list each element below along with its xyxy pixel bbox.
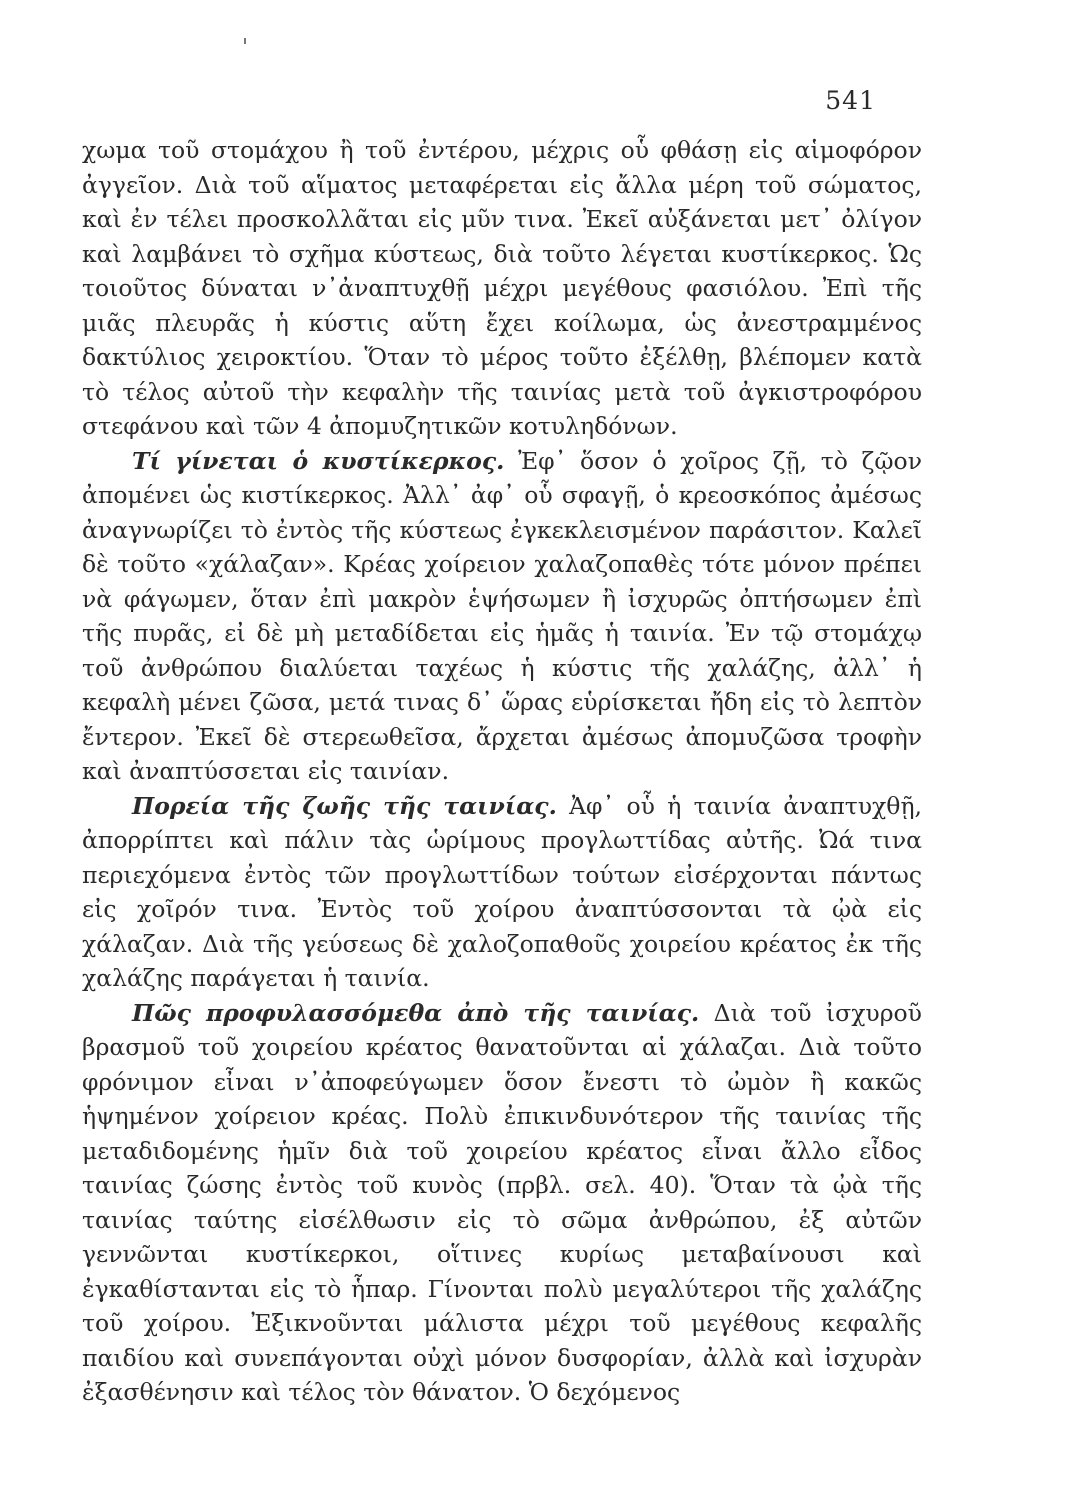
paragraph-2 bbox=[82, 444, 922, 789]
paragraph-2-text: Ἐφ᾽ ὅσον ὁ χοῖρος ζῇ, τὸ ζῷον ἀπομένει ὡς κιστίκερκος. Ἀλλ᾽ ἀφ᾽ οὗ σφαγῇ, ὁ κρεοσκόπος ἀμέσως ἀναγνωρίζει τὸ ἐντὸς τῆς κύστεως ἐγκεκλεισμένον παράσιτον. Καλεῖ δὲ τοῦτο «χάλαζαν». Κρέας χοίρειον χαλαζοπαθὲς τότε μόνον πρέπει νὰ φάγωμεν, ὅταν ἐπὶ μακρὸν ἑψήσωμεν ἢ ἰσχυρῶς ὀπτήσωμεν ἐπὶ τῆς πυρᾶς, εἰ δὲ μὴ μεταδίδεται εἰς ἡμᾶς ἡ ταινία. Ἐν τῷ στομάχῳ τοῦ ἀνθρώπου διαλύεται ταχέως ἡ κύστις τῆς χαλάζης, ἀλλ᾽ ἡ κεφαλὴ μένει ζῶσα, μετά τινας δ᾽ ὥρας εὑρίσκεται ἤδη εἰς τὸ λεπτὸν ἔντερον. Ἐκεῖ δὲ στερεωθεῖσα, ἄρχεται ἀμέσως ἀπομυζῶσα τροφὴν καὶ ἀναπτύσσεται εἰς ταινίαν. bbox=[82, 446, 922, 785]
paragraph-4 bbox=[82, 996, 922, 1410]
section-heading-prophylaxis: Πῶς προφυλασσόμεθα ἀπὸ τῆς ταινίας. bbox=[132, 998, 700, 1027]
text-column bbox=[82, 133, 922, 1410]
paragraph-3 bbox=[82, 789, 922, 996]
section-heading-kystikerkos: Τί γίνεται ὁ κυστίκερκος. bbox=[132, 446, 505, 475]
page-number: 541 bbox=[825, 86, 876, 115]
paragraph-1 bbox=[82, 133, 922, 444]
paragraph-4-text: Διὰ τοῦ ἰσχυροῦ βρασμοῦ τοῦ χοιρείου κρέατος θανατοῦνται αἱ χάλαζαι. Διὰ τοῦτο φρόνιμον εἶναι ν᾽ἀποφεύγωμεν ὅσον ἔνεστι τὸ ὠμὸν ἢ κακῶς ἡψημένον χοίρειον κρέας. Πολὺ ἐπικινδυνότερον τῆς ταινίας τῆς μεταδιδομένης ἡμῖν διὰ τοῦ χοιρείου κρέατος εἶναι ἄλλο εἶδος ταινίας ζώσης ἐντὸς τοῦ κυνὸς (πρβλ. σελ. 40). Ὅταν τὰ ᾠὰ τῆς ταινίας ταύτης εἰσέλθωσιν εἰς τὸ σῶμα ἀνθρώπου, ἐξ αὐτῶν γεννῶνται κυστίκερκοι, οἵτινες κυρίως μεταβαίνουσι καὶ ἐγκαθίστανται εἰς τὸ ἧπαρ. Γίνονται πολὺ μεγαλύτεροι τῆς χαλάζης τοῦ χοίρου. Ἐξικνοῦνται μάλιστα μέχρι τοῦ μεγέθους κεφαλῆς παιδίου καὶ συνεπάγονται οὐχὶ μόνον δυσφορίαν, ἀλλὰ καὶ ἰσχυρὰν ἐξασθένησιν καὶ τέλος τὸν θάνατον. Ὁ δεχόμενος bbox=[82, 998, 922, 1406]
section-heading-poreia: Πορεία τῆς ζωῆς τῆς ταινίας. bbox=[132, 791, 557, 820]
scan-speck bbox=[244, 38, 246, 44]
paragraph-3-text: Ἀφ᾽ οὗ ἡ ταινία ἀναπτυχθῇ, ἀπορρίπτει καὶ πάλιν τὰς ὡρίμους προγλωττίδας αὐτῆς. Ὠά τινα περιεχόμενα ἐντὸς τῶν προγλωττίδων τούτων εἰσέρχονται πάντως εἰς χοῖρόν τινα. Ἐντὸς τοῦ χοίρου ἀναπτύσσονται τὰ ᾠὰ εἰς χάλαζαν. Διὰ τῆς γεύσεως δὲ χαλοζοπαθοῦς χοιρείου κρέατος ἐκ τῆς χαλάζης παράγεται ἡ ταινία. bbox=[82, 791, 922, 992]
paragraph-1-text: χωμα τοῦ στομάχου ἢ τοῦ ἐντέρου, μέχρις οὗ φθάσῃ εἰς αἱμοφόρον ἀγγεῖον. Διὰ τοῦ αἵματος μεταφέρεται εἰς ἄλλα μέρη τοῦ σώματος, καὶ ἐν τέλει προσκολλᾶται εἰς μῦν τινα. Ἐκεῖ αὐξάνεται μετ᾽ ὀλίγον καὶ λαμβάνει τὸ σχῆμα κύστεως, διὰ τοῦτο λέγεται κυστίκερκος. Ὡς τοιοῦτος δύναται ν᾽ἀναπτυχθῇ μέχρι μεγέθους φασιόλου. Ἐπὶ τῆς μιᾶς πλευρᾶς ἡ κύστις αὕτη ἔχει κοίλωμα, ὡς ἀνεστραμμένος δακτύλιος χειροκτίου. Ὅταν τὸ μέρος τοῦτο ἐξέλθῃ, βλέπομεν κατὰ τὸ τέλος αὐτοῦ τὴν κεφαλὴν τῆς ταινίας μετὰ τοῦ ἀγκιστροφόρου στεφάνου καὶ τῶν 4 ἀπομυζητικῶν κοτυληδόνων. bbox=[82, 136, 922, 440]
